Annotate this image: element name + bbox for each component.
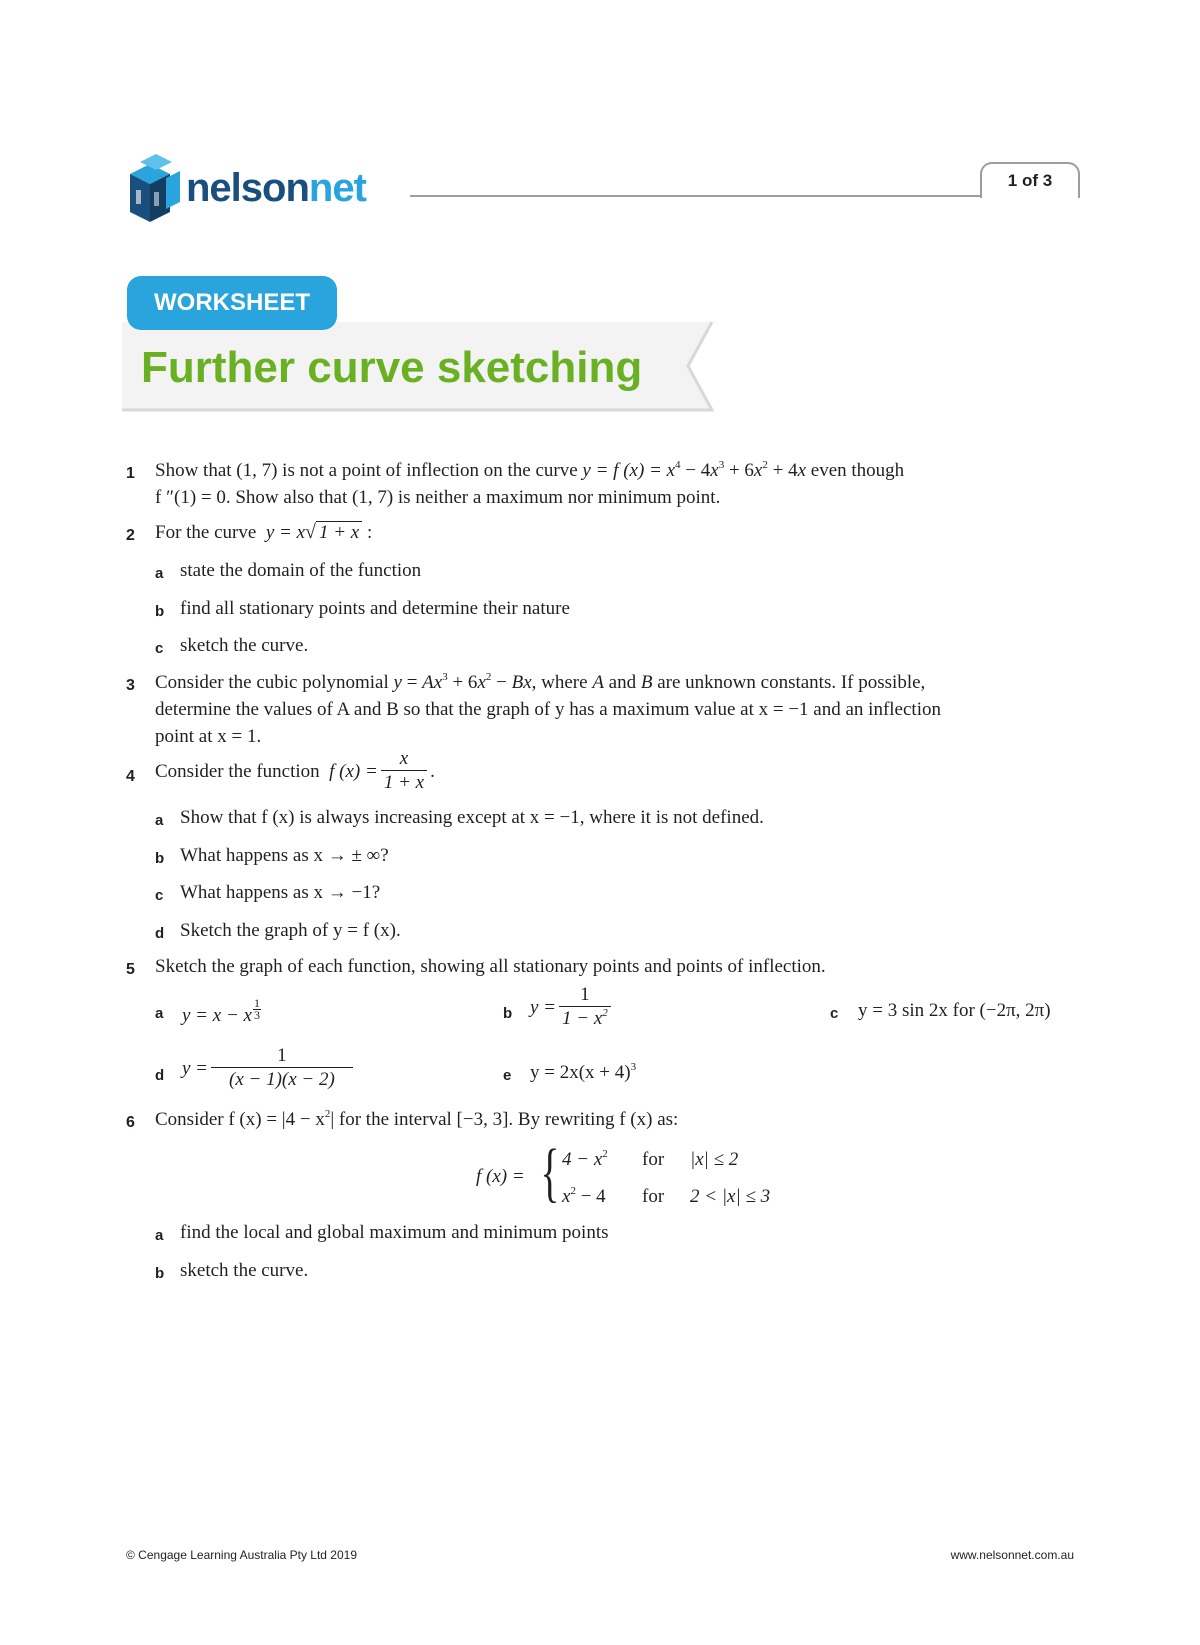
- q5e-expression: y = 2x(x + 4): [530, 1062, 631, 1083]
- part-letter: a: [155, 812, 164, 829]
- q2-radicand: 1 + x: [316, 521, 362, 544]
- q5a-exponent-numerator: 1: [253, 996, 260, 1010]
- q6-case-2-for: for: [642, 1186, 665, 1207]
- question-3-line-2: determine the values of A and B so that the graph of y has a maximum value at x = −1 and an inflection: [155, 699, 941, 720]
- q6-case1-expression: 4 − x: [562, 1149, 603, 1170]
- part-letter: a: [155, 1005, 164, 1022]
- question-5-intro: Sketch the graph of each function, showing all stationary points and points of inflection.: [155, 956, 826, 977]
- q4-denominator: 1 + x: [381, 770, 427, 795]
- q3-text-b: , where: [531, 672, 593, 693]
- q6-case-2-condition: 2 < |x| ≤ 3: [690, 1186, 771, 1207]
- part-letter: b: [503, 1005, 513, 1022]
- q4-part-c: What happens as x → −1?: [180, 882, 381, 903]
- part-letter: c: [155, 887, 164, 904]
- q1-text-rest: even though: [810, 460, 905, 481]
- question-2-intro: For the curve y = x√ 1 + x :: [155, 521, 373, 543]
- part-letter: e: [503, 1067, 512, 1084]
- header-divider: [410, 195, 1075, 197]
- q5-part-b: [530, 984, 614, 1031]
- q6-text-b: | for the interval [−3, 3]. By rewriting f (x) as:: [330, 1109, 679, 1130]
- question-number: 4: [126, 768, 135, 785]
- logo-part-2: net: [308, 166, 366, 210]
- q6-case2-expression-b: − 4: [575, 1186, 606, 1207]
- q5d-denominator: (x − 1)(x − 2): [211, 1067, 353, 1092]
- q6-case2-expression: x: [562, 1186, 571, 1207]
- q5d-fraction: [211, 1045, 353, 1092]
- part-letter: a: [155, 1227, 164, 1244]
- question-number: 2: [126, 527, 135, 544]
- q5-part-e: $y = 2x(x + 4)^3$: [530, 1061, 637, 1083]
- q4-text: Consider the function: [155, 761, 320, 782]
- q6-text-a: Consider f (x) = |4 − x: [155, 1109, 325, 1130]
- q5a-expression: y = x − x: [182, 1005, 252, 1026]
- q2-part-c: sketch the curve.: [180, 635, 309, 656]
- q4-lhs: f (x) =: [329, 761, 378, 782]
- q6-brace: {: [540, 1136, 560, 1209]
- q5b-numerator: 1: [580, 984, 590, 1005]
- q4-part-b: What happens as x → ± ∞?: [180, 845, 389, 866]
- q6-part-a: find the local and global maximum and minimum points: [180, 1222, 609, 1243]
- q5-part-c: y = 3 sin 2x for (−2π, 2π): [858, 1000, 1051, 1021]
- q5d-numerator: 1: [277, 1045, 287, 1066]
- question-number: 6: [126, 1114, 135, 1131]
- question-number: 3: [126, 677, 135, 694]
- part-letter: c: [155, 640, 164, 657]
- q5b-lhs: y =: [530, 997, 557, 1018]
- logo-part-1: nelson: [186, 166, 309, 210]
- q6-case-2: $x^2 - 4$: [562, 1185, 606, 1207]
- question-6-intro: Consider f $(x) = |4 - x^2|$ for the interval [−3, 3]. By rewriting f (x) as:: [155, 1108, 679, 1130]
- part-letter: b: [155, 603, 165, 620]
- q6-case-1: $4 - x^2$: [562, 1148, 608, 1170]
- question-3-line-1: Consider the cubic polynomial $y = Ax^3 + 6x^2 - Bx$, where A and B are unknown constants. If possible,: [155, 671, 926, 693]
- page-title: Further curve sketching: [141, 343, 643, 392]
- q6-part-b: sketch the curve.: [180, 1260, 309, 1281]
- q4-numerator: x: [399, 748, 409, 769]
- q4-part-a: Show that f (x) is always increasing except at x = −1, where it is not defined.: [180, 807, 764, 828]
- q4-fraction: [381, 748, 427, 795]
- q6-piecewise-lhs: [476, 1163, 525, 1190]
- q2-text: For the curve: [155, 522, 257, 543]
- q3-text-d: are unknown constants. If possible,: [652, 672, 926, 693]
- q2-expression-lhs: y = x: [265, 522, 305, 543]
- q2-colon: :: [367, 522, 373, 543]
- q5d-lhs: y =: [182, 1058, 209, 1079]
- part-letter: a: [155, 565, 164, 582]
- q5-part-d: [182, 1045, 356, 1092]
- nelsonnet-logo-icon: [126, 152, 186, 232]
- q4-part-d: Sketch the graph of y = f (x).: [180, 920, 401, 941]
- q6-lhs: f (x) =: [476, 1166, 525, 1187]
- q5-part-a: [182, 998, 261, 1029]
- q2-part-b: find all stationary points and determine their nature: [180, 598, 570, 619]
- part-letter: b: [155, 850, 165, 867]
- q6-case-1-condition: |x| ≤ 2: [690, 1149, 739, 1170]
- q5b-fraction: [559, 984, 611, 1031]
- q6-case-1-for: for: [642, 1149, 665, 1170]
- question-4-intro: Consider the function f (x) = $\frac{x}{1 + x}$ .: [155, 748, 435, 793]
- q5b-denominator-text: 1 − x: [562, 1008, 603, 1029]
- copyright-notice: © Cengage Learning Australia Pty Ltd 2019: [126, 1548, 357, 1562]
- q1-text: Show that (1, 7) is not a point of inflection on the curve: [155, 460, 583, 481]
- question-1-line-1: Show that (1, 7) is not a point of inflection on the curve y = f $(x) = x^4 - 4x^3 + 6x^2 + 4x$ even though: [155, 459, 905, 481]
- part-letter: d: [155, 925, 165, 942]
- q3-text: Consider the cubic polynomial: [155, 672, 394, 693]
- question-3-line-3: point at x = 1.: [155, 726, 262, 747]
- part-letter: b: [155, 1265, 165, 1282]
- q1-expression: y = f (x) = x: [582, 460, 676, 481]
- part-letter: d: [155, 1067, 165, 1084]
- question-1-line-2: f ″(1) = 0. Show also that (1, 7) is neither a maximum nor minimum point.: [155, 487, 721, 508]
- brand-logo-text: [186, 166, 366, 211]
- q5a-exponent-denominator: 3: [253, 1008, 260, 1022]
- part-letter: c: [830, 1005, 839, 1022]
- q2-part-a: state the domain of the function: [180, 560, 422, 581]
- q5b-denominator: $1 - x^2$: [559, 1006, 611, 1031]
- page-indicator: 1 of 3: [980, 162, 1080, 198]
- question-number: 5: [126, 961, 135, 978]
- website-link[interactable]: www.nelsonnet.com.au: [950, 1548, 1074, 1562]
- worksheet-badge: WORKSHEET: [127, 276, 337, 330]
- q3-text-c: and: [603, 672, 641, 693]
- question-number: 1: [126, 465, 135, 482]
